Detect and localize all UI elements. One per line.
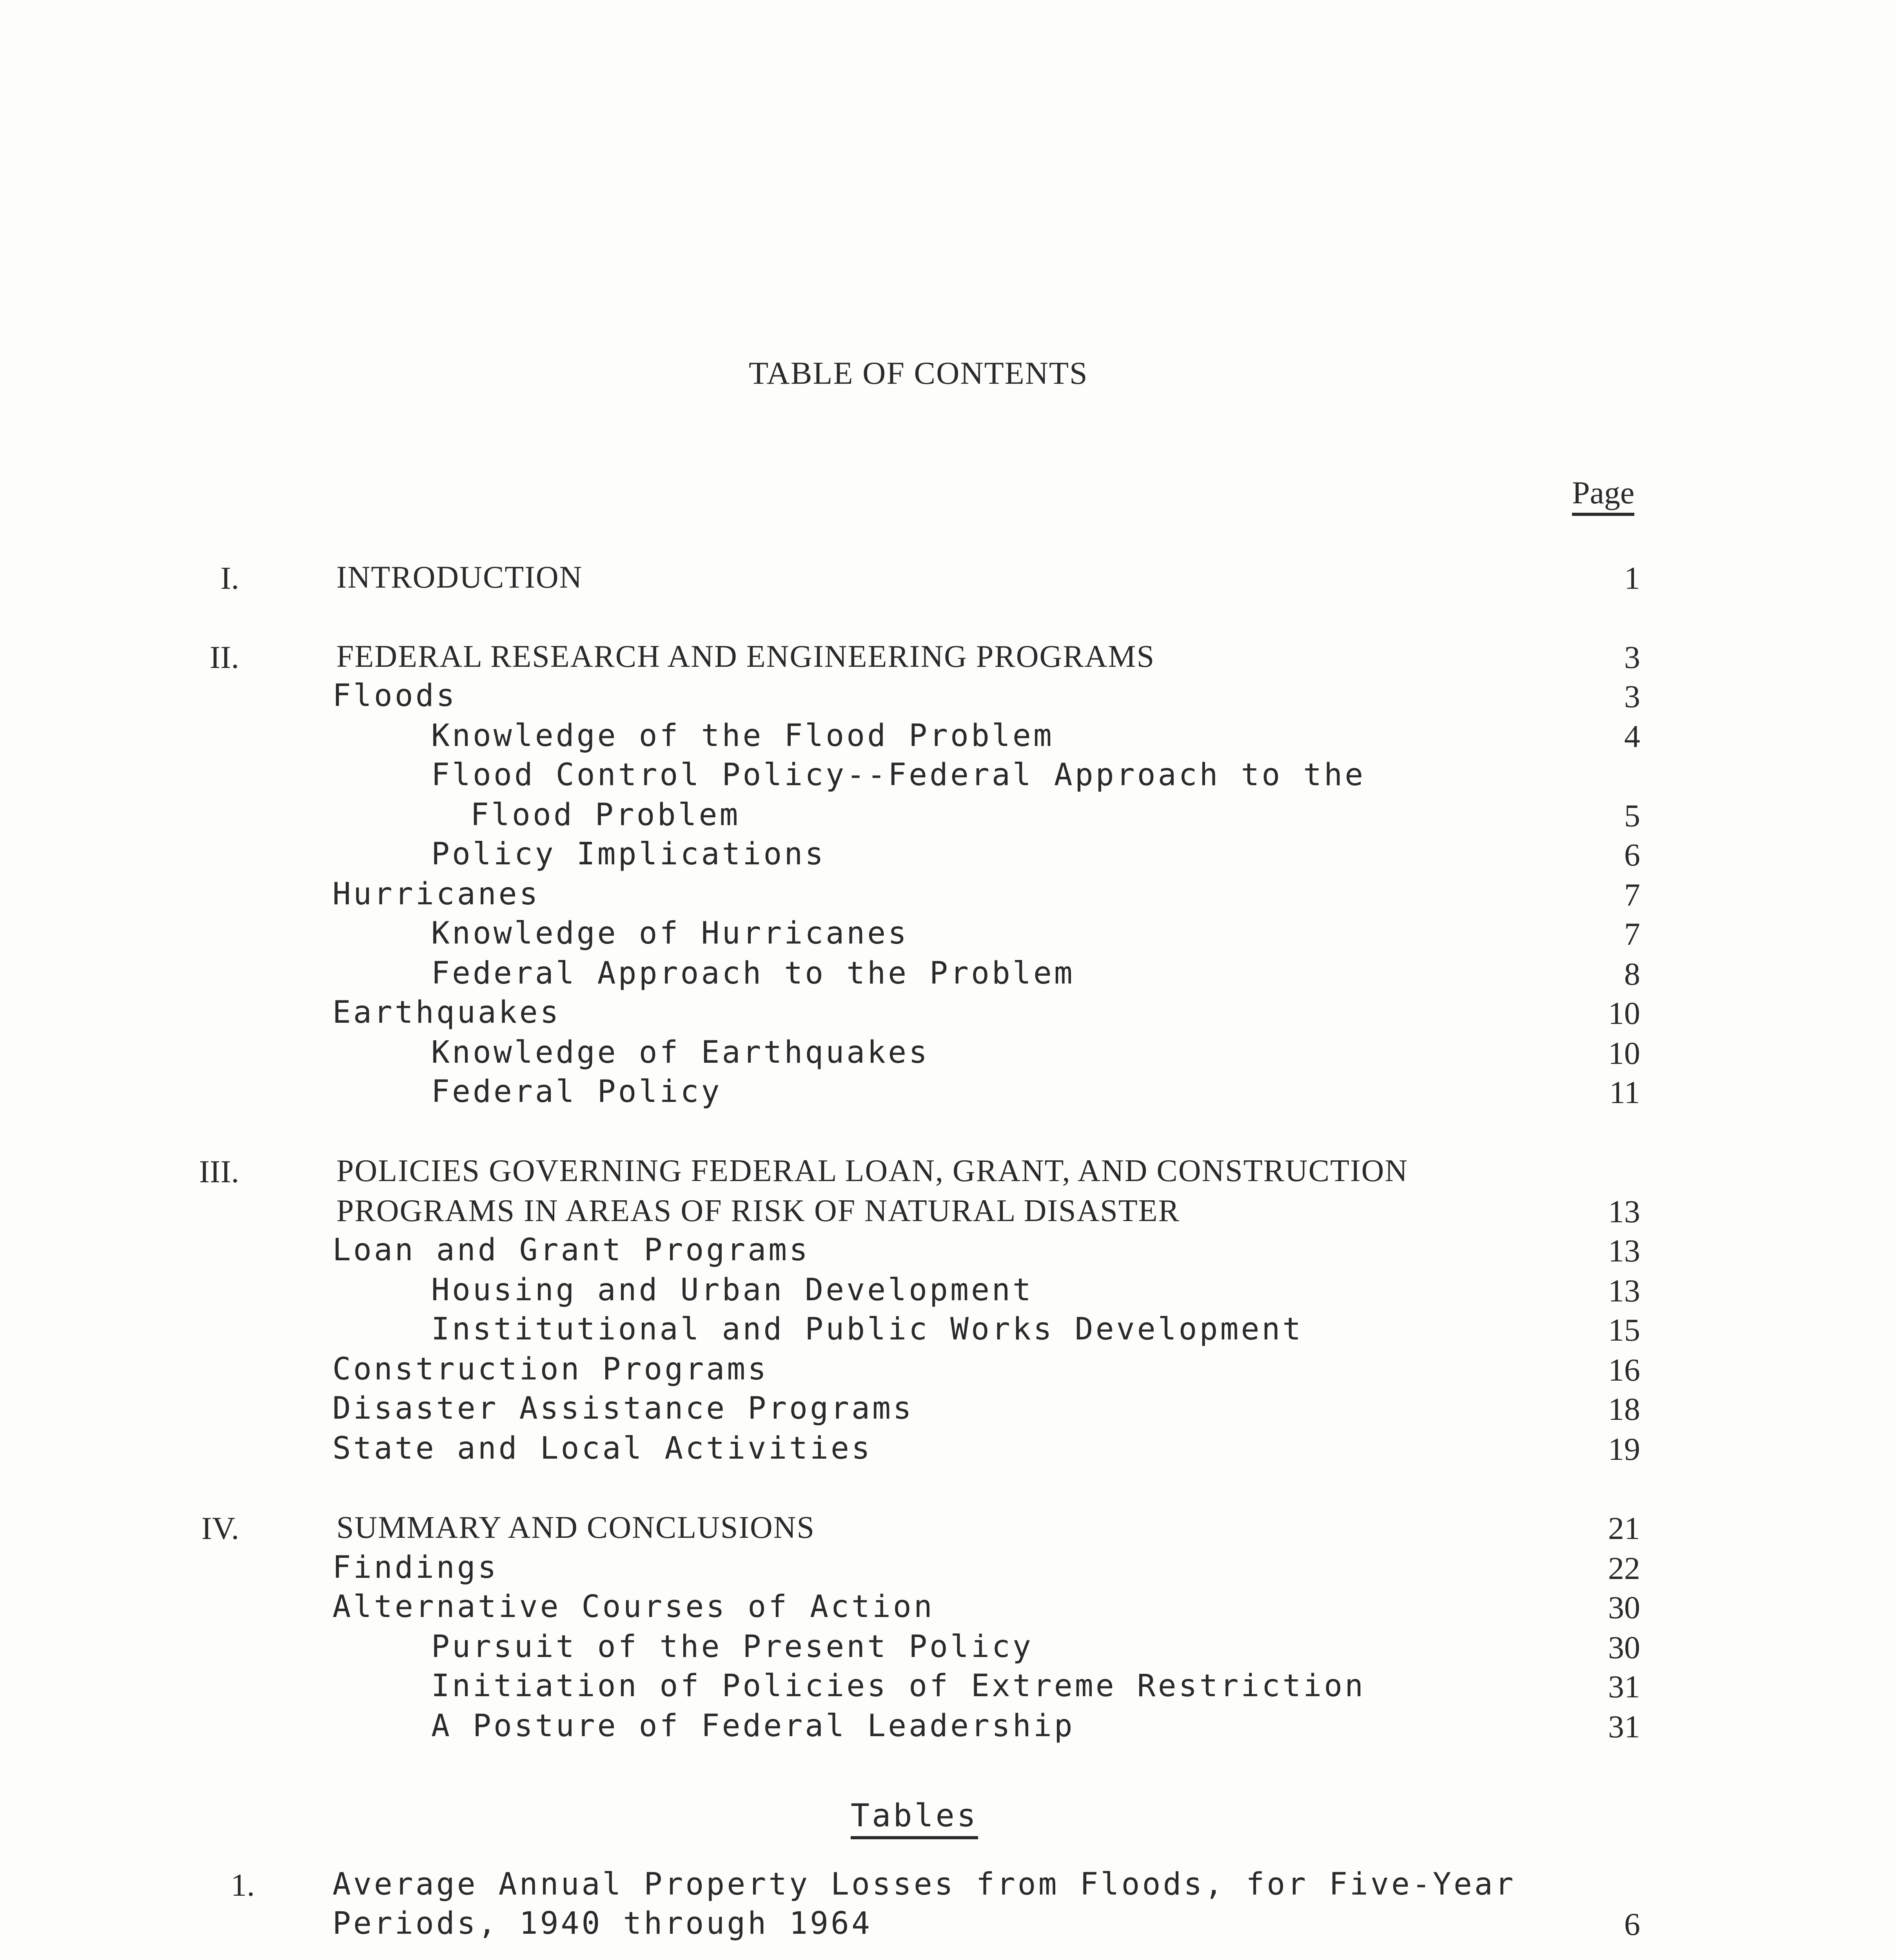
toc-entry: Knowledge of Earthquakes: [431, 1035, 930, 1070]
toc-page: 31: [1608, 1709, 1640, 1744]
toc-page: 6: [1624, 1906, 1640, 1942]
toc-page: 13: [1608, 1194, 1640, 1229]
toc-entry: State and Local Activities: [332, 1431, 872, 1466]
section-number: II.: [209, 639, 239, 675]
toc-entry: Earthquakes: [332, 995, 561, 1030]
page-title: TABLE OF CONTENTS: [749, 355, 1088, 391]
toc-entry: Construction Programs: [332, 1352, 769, 1387]
toc-entry: Knowledge of the Flood Problem: [431, 718, 1054, 753]
toc-entry: Alternative Courses of Action: [332, 1589, 935, 1624]
toc-entry: Federal Approach to the Problem: [431, 956, 1075, 991]
table-entry: Periods, 1940 through 1964: [332, 1906, 872, 1941]
toc-page: 3: [1624, 679, 1640, 714]
toc-page: 21: [1608, 1510, 1640, 1546]
toc-entry: Floods: [332, 678, 457, 713]
section-number: IV.: [201, 1510, 239, 1546]
section-number: III.: [199, 1154, 239, 1189]
toc-entry: Knowledge of Hurricanes: [431, 916, 909, 951]
section-number: I.: [220, 560, 239, 596]
toc-entry: Policy Implications: [431, 837, 826, 872]
toc-page: 10: [1608, 1035, 1640, 1071]
toc-entry: INTRODUCTION: [336, 560, 583, 595]
toc-entry: A Posture of Federal Leadership: [431, 1708, 1075, 1744]
toc-page: 5: [1624, 798, 1640, 833]
toc-page: 18: [1608, 1391, 1640, 1427]
toc-entry: SUMMARY AND CONCLUSIONS: [336, 1510, 815, 1545]
toc-page: 3: [1624, 639, 1640, 675]
toc-page: 13: [1608, 1233, 1640, 1269]
toc-page: 7: [1624, 916, 1640, 952]
toc-page: 4: [1624, 719, 1640, 754]
toc-page: 30: [1608, 1590, 1640, 1625]
toc-page: 1: [1624, 560, 1640, 596]
toc-entry: Disaster Assistance Programs: [332, 1391, 914, 1426]
toc-page: 13: [1608, 1273, 1640, 1308]
toc-entry: Flood Control Policy--Federal Approach to the: [431, 757, 1366, 793]
toc-page: 30: [1608, 1630, 1640, 1665]
toc-entry: POLICIES GOVERNING FEDERAL LOAN, GRANT, AND CONSTRUCTION: [336, 1154, 1409, 1188]
toc-entry: FEDERAL RESEARCH AND ENGINEERING PROGRAMS: [336, 639, 1155, 674]
toc-page: 16: [1608, 1352, 1640, 1388]
toc-entry: Flood Problem: [470, 797, 741, 833]
tables-heading: Tables: [851, 1797, 978, 1834]
toc-entry: PROGRAMS IN AREAS OF RISK OF NATURAL DISASTER: [336, 1194, 1180, 1228]
toc-entry: Pursuit of the Present Policy: [431, 1629, 1033, 1664]
toc-entry: Federal Policy: [431, 1074, 722, 1109]
toc-entry: Initiation of Policies of Extreme Restriction: [431, 1668, 1366, 1704]
toc-page: 8: [1624, 956, 1640, 992]
toc-entry: Institutional and Public Works Development: [431, 1312, 1303, 1347]
toc-page: 31: [1608, 1669, 1640, 1704]
toc-entry: Loan and Grant Programs: [332, 1232, 810, 1268]
toc-page: 6: [1624, 837, 1640, 873]
toc-page: 22: [1608, 1550, 1640, 1586]
toc-page: 11: [1609, 1074, 1640, 1110]
table-number: 1.: [231, 1867, 255, 1903]
page-column-header: Page: [1572, 474, 1634, 516]
toc-entry: Hurricanes: [332, 877, 540, 912]
toc-page: 19: [1608, 1431, 1640, 1467]
toc-entry: Housing and Urban Development: [431, 1272, 1033, 1308]
toc-page: 10: [1608, 995, 1640, 1031]
table-entry: Average Annual Property Losses from Floods, for Five-Year: [332, 1867, 1516, 1902]
toc-entry: Findings: [332, 1550, 499, 1585]
toc-page: 7: [1624, 877, 1640, 913]
toc-page: 15: [1608, 1312, 1640, 1348]
